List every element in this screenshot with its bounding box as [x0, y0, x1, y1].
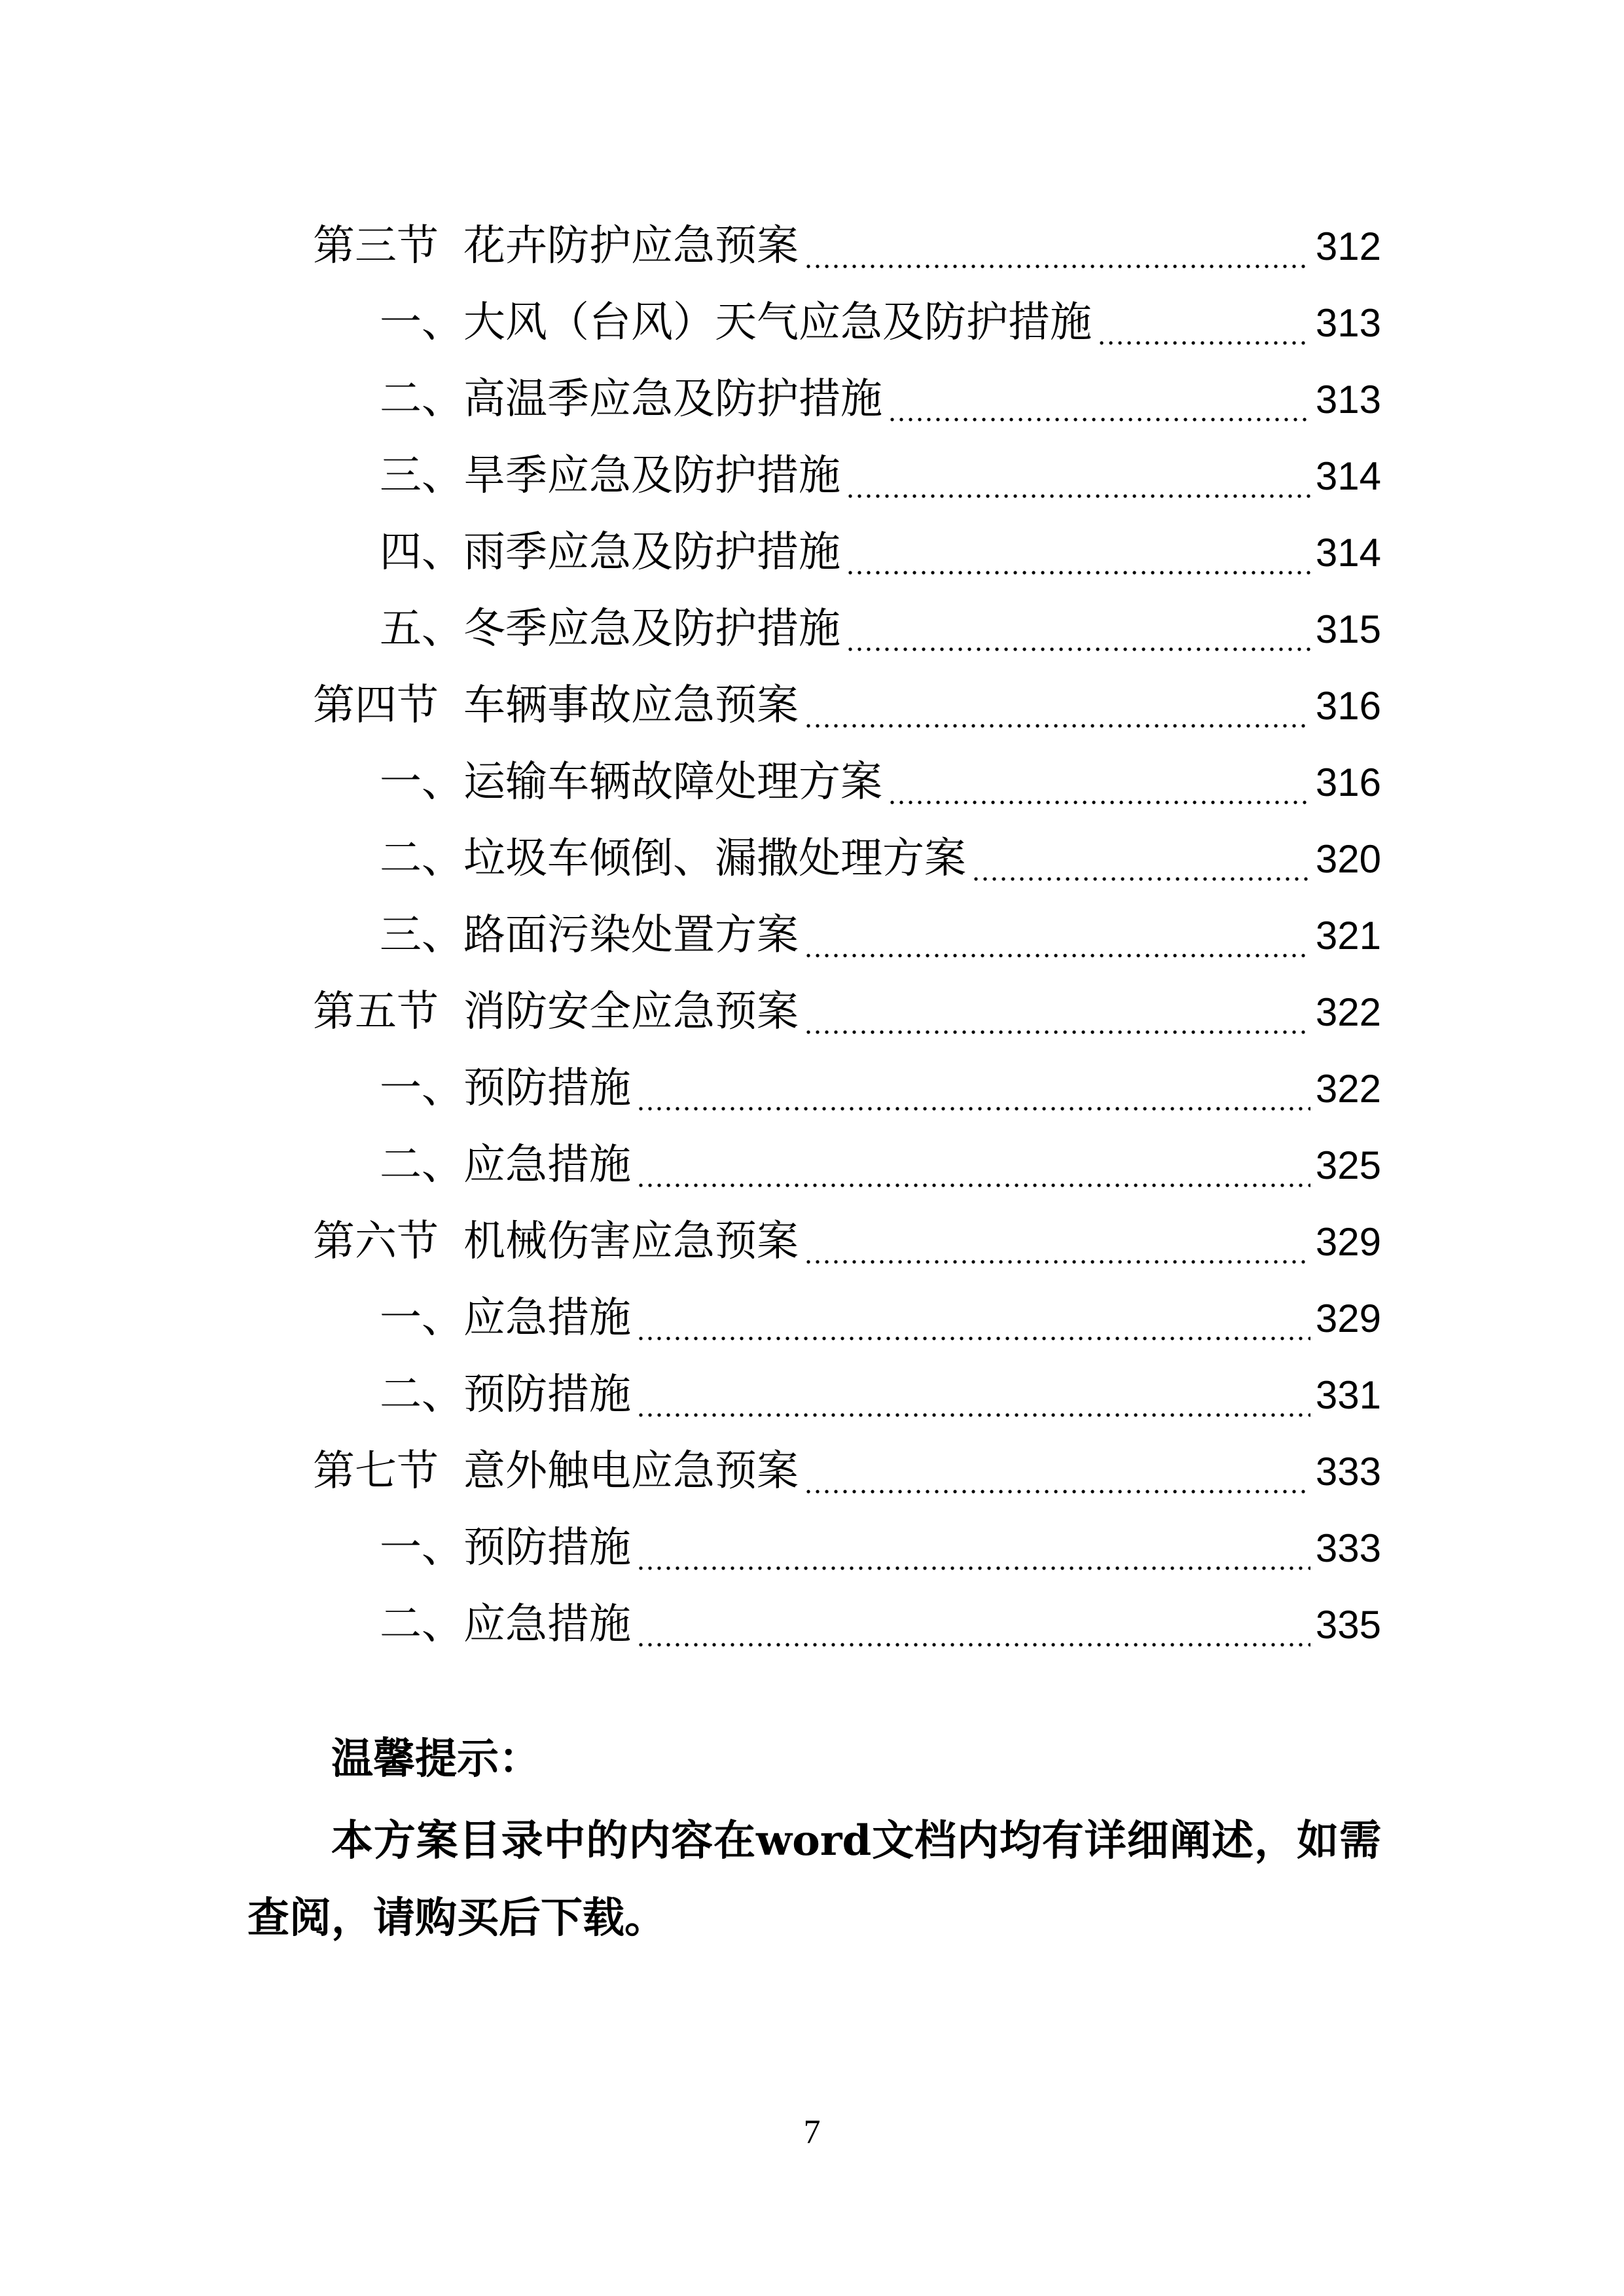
toc-dot-leader [804, 934, 1310, 960]
toc-page-number: 331 [1315, 1373, 1381, 1417]
toc-entry-title [313, 1433, 799, 1510]
toc-entry[interactable] [313, 1433, 1381, 1510]
toc-dot-leader [846, 628, 1310, 654]
toc-section-number: 第四节 [313, 681, 439, 730]
toc-entry[interactable] [313, 438, 1381, 514]
toc-dot-leader [804, 1011, 1310, 1037]
toc-title-text: 机械伤害应急预案 [463, 1217, 799, 1266]
toc-page-number: 325 [1315, 1143, 1381, 1187]
toc-dot-leader [636, 1087, 1310, 1113]
toc-dot-leader [636, 1623, 1310, 1649]
toc-entry[interactable] [313, 1587, 1381, 1663]
toc-title-text: 二、预防措施 [380, 1371, 631, 1419]
toc-title-text: 二、垃圾车倾倒、漏撒处理方案 [380, 834, 966, 883]
toc-entry[interactable] [313, 1280, 1381, 1357]
toc-entry[interactable] [313, 897, 1381, 974]
toc-title-text: 三、旱季应急及防护措施 [380, 452, 840, 500]
toc-entry[interactable] [313, 1204, 1381, 1280]
toc-dot-leader [636, 1547, 1310, 1573]
toc-entry[interactable] [313, 821, 1381, 897]
toc-entry-title [313, 974, 799, 1050]
toc-entry-title [380, 438, 840, 514]
toc-title-text: 二、高温季应急及防护措施 [380, 375, 882, 423]
toc-title-text: 一、预防措施 [380, 1524, 631, 1572]
toc-title-text: 消防安全应急预案 [463, 988, 799, 1036]
toc-page-number: 314 [1315, 531, 1381, 575]
toc-page-number: 320 [1315, 837, 1381, 881]
toc-entry[interactable] [313, 974, 1381, 1050]
toc-title-text: 一、应急措施 [380, 1294, 631, 1342]
toc-title-text: 四、雨季应急及防护措施 [380, 528, 840, 577]
toc-dot-leader [804, 1240, 1310, 1266]
toc-page-number: 333 [1315, 1526, 1381, 1570]
toc-page-number: 322 [1315, 1067, 1381, 1111]
toc-dot-leader [804, 245, 1310, 271]
toc-entry[interactable] [313, 1510, 1381, 1587]
toc-dot-leader [888, 781, 1310, 807]
toc-dot-leader [636, 1393, 1310, 1420]
notice-box [247, 1728, 1381, 1957]
toc-title-text: 一、预防措施 [380, 1064, 631, 1113]
toc-dot-leader [846, 551, 1310, 577]
toc-page-number: 333 [1315, 1450, 1381, 1494]
toc-dot-leader [636, 1164, 1310, 1190]
toc-dot-leader [636, 1317, 1310, 1343]
toc-entry-title [313, 1204, 799, 1280]
toc-entry-title [380, 1357, 631, 1433]
toc-section-number: 第七节 [313, 1447, 439, 1496]
toc-title-text: 五、冬季应急及防护措施 [380, 605, 840, 653]
toc-entry[interactable] [313, 208, 1381, 285]
toc-entry-title [380, 1127, 631, 1204]
toc-entry-title [380, 1510, 631, 1587]
notice-title: 温馨提示： [331, 1734, 541, 1784]
toc-entry-title [380, 897, 799, 974]
toc-entry-title [380, 285, 1092, 361]
toc-page-number: 315 [1315, 607, 1381, 651]
toc-section-number: 第三节 [313, 222, 439, 270]
toc-entry[interactable] [313, 514, 1381, 591]
toc-dot-leader [1097, 321, 1310, 348]
toc-entry[interactable] [313, 361, 1381, 438]
toc-section-number: 第六节 [313, 1217, 439, 1266]
page-number: 7 [803, 2113, 821, 2151]
toc-entry-title [380, 1280, 631, 1357]
toc-page-number: 312 [1315, 224, 1381, 268]
toc-entry-title [380, 591, 840, 668]
toc-entry[interactable] [313, 1357, 1381, 1433]
toc-entry[interactable] [313, 1127, 1381, 1204]
toc-page-number: 329 [1315, 1297, 1381, 1340]
toc-entry-title [380, 1587, 631, 1663]
toc-page-number: 314 [1315, 454, 1381, 498]
toc-entry-title [380, 514, 840, 591]
toc-entry[interactable] [313, 1050, 1381, 1127]
toc-entry[interactable] [313, 285, 1381, 361]
toc-page-number: 321 [1315, 914, 1381, 958]
toc-title-text: 花卉防护应急预案 [463, 222, 799, 270]
toc-page-number: 316 [1315, 761, 1381, 804]
notice-body: 本方案目录中的内容在word文档内均有详细阐述，如需查阅，请购买后下载。 [247, 1816, 1381, 1943]
toc-title-text: 二、应急措施 [380, 1141, 631, 1189]
toc-entry[interactable] [313, 744, 1381, 821]
toc-title-text: 三、路面污染处置方案 [380, 911, 799, 960]
table-of-contents [313, 208, 1381, 1663]
toc-page-number: 322 [1315, 990, 1381, 1034]
toc-dot-leader [888, 398, 1310, 424]
toc-entry-title [380, 744, 882, 821]
toc-page-number: 316 [1315, 684, 1381, 728]
toc-entry-title [380, 361, 882, 438]
toc-dot-leader [804, 1470, 1310, 1496]
toc-entry-title [313, 668, 799, 744]
toc-entry-title [313, 208, 799, 285]
toc-page-number: 313 [1315, 301, 1381, 345]
toc-title-text: 车辆事故应急预案 [463, 681, 799, 730]
toc-entry-title [380, 821, 966, 897]
toc-dot-leader [846, 475, 1310, 501]
toc-entry[interactable] [313, 668, 1381, 744]
toc-title-text: 二、应急措施 [380, 1600, 631, 1649]
toc-entry-title [380, 1050, 631, 1127]
toc-entry[interactable] [313, 591, 1381, 668]
toc-page-number: 335 [1315, 1603, 1381, 1647]
toc-title-text: 一、大风（台风）天气应急及防护措施 [380, 298, 1092, 347]
toc-page-number: 313 [1315, 378, 1381, 422]
toc-title-text: 一、运输车辆故障处理方案 [380, 758, 882, 806]
toc-dot-leader [804, 704, 1310, 730]
toc-section-number: 第五节 [313, 988, 439, 1036]
toc-dot-leader [971, 857, 1310, 884]
toc-title-text: 意外触电应急预案 [463, 1447, 799, 1496]
toc-page-number: 329 [1315, 1220, 1381, 1264]
